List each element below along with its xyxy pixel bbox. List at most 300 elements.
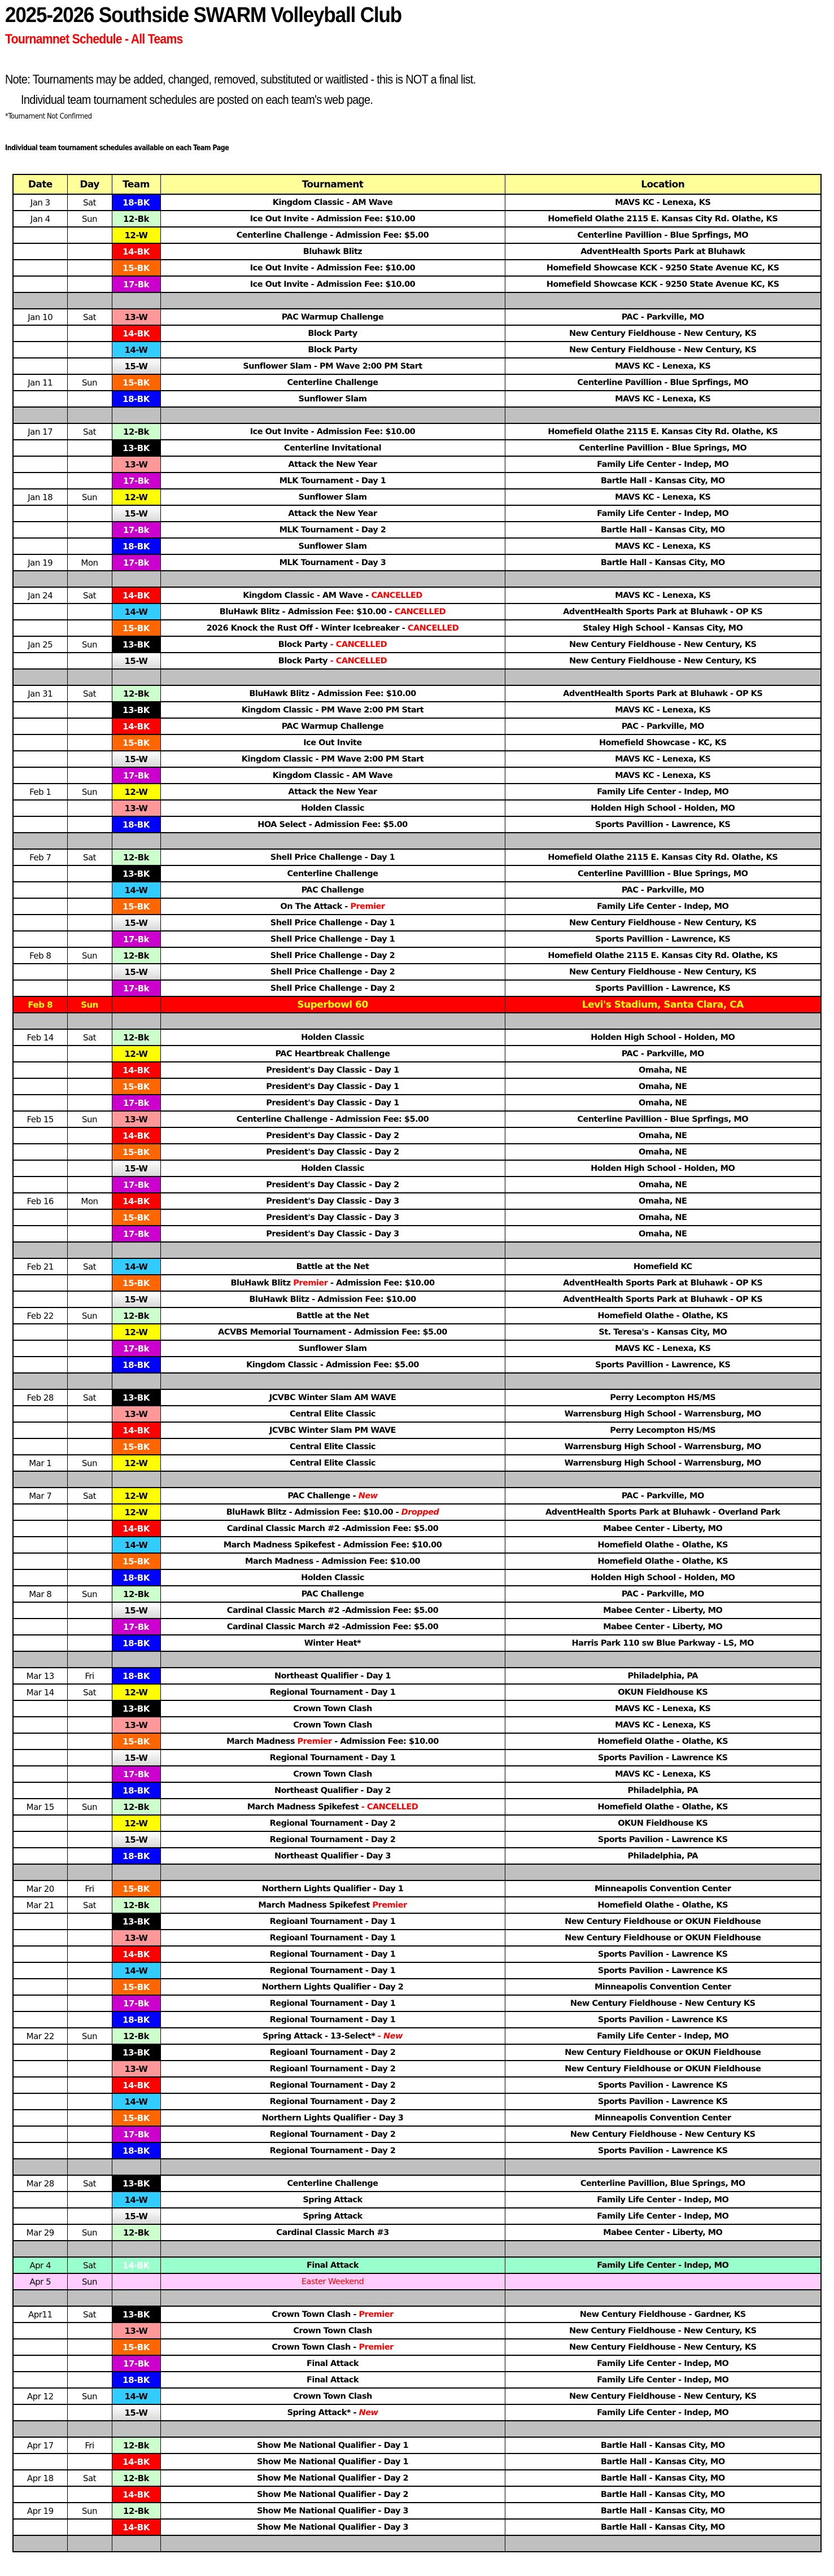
team-badge: 14-BK [112,1127,160,1144]
date-cell: Jan 31 [13,685,67,702]
location-cell: PAC - Parkville, MO [505,1046,821,1062]
day-cell [67,865,112,882]
tournament-name: HOA Select - Admission Fee: $5.00 [257,820,408,829]
table-row [13,243,821,260]
tournament-name: Sunflower Slam [298,541,367,551]
tournament-name: Shell Price Challenge - Day 1 [270,934,395,944]
table-row [13,964,821,980]
week-separator-row [13,2241,821,2257]
location-cell: AdventHealth Sports Park at Bluhawk - OP KS [505,603,821,620]
date-cell [13,1569,67,1586]
separator-cell [112,2421,160,2437]
tournament-cell [160,1700,505,1717]
tournament-cell [160,1193,505,1209]
team-badge: 13-BK [112,636,160,653]
tournament-name: Shell Price Challenge - Day 1 [270,918,395,928]
location-cell: Family Life Center - Indep, MO [505,2372,821,2388]
table-row [13,2044,821,2061]
day-cell [67,1520,112,1537]
location-cell: Omaha, NE [505,1095,821,1111]
separator-cell [67,1651,112,1668]
tournament-cell [160,1520,505,1537]
table-row [13,1880,821,1897]
tournament-cell [160,1619,505,1635]
week-separator-row [13,1373,821,1389]
day-cell [67,342,112,358]
day-cell [67,1275,112,1291]
tournament-name: BluHawk Blitz [230,1278,294,1288]
location-cell: St. Teresa's - Kansas City, MO [505,1324,821,1340]
date-cell [13,1340,67,1357]
separator-cell [160,669,505,685]
day-cell [67,1291,112,1307]
table-row [13,1340,821,1357]
team-badge: 12-Bk [112,211,160,227]
separator-cell [13,407,67,423]
team-badge: 17-Bk [112,767,160,784]
day-cell: Sat [67,1897,112,1913]
date-cell: Apr 17 [13,2437,67,2453]
team-badge: 15-BK [112,1733,160,1750]
team-badge: 14-BK [112,243,160,260]
tournament-name: March Madness Spikefest [247,1802,361,1812]
day-cell: Sat [67,2175,112,2192]
day-cell [67,1438,112,1455]
tournament-cell [160,2028,505,2044]
location-cell: MAVS KC - Lenexa, KS [505,1717,821,1733]
location-cell: Omaha, NE [505,1209,821,1226]
date-cell: Mar 21 [13,1897,67,1913]
team-badge: 15-W [112,505,160,522]
day-cell [67,1733,112,1750]
table-row [13,898,821,915]
date-cell: Mar 8 [13,1586,67,1602]
tournament-cell [160,1046,505,1062]
table-row [13,2224,821,2241]
status-flag: Premier [297,1737,332,1746]
location-cell: Homefield Olathe - Olathe, KS [505,1799,821,1815]
date-cell [13,2061,67,2077]
tournament-name: Centerline Invitational [283,443,382,453]
tournament-name: Kingdom Classic - AM Wave - [243,591,372,600]
tournament-cell [160,2437,505,2453]
table-row [13,2192,821,2208]
week-separator-row [13,1864,821,1880]
tournament-cell [160,603,505,620]
date-cell [13,1177,67,1193]
tournament-cell [160,751,505,767]
day-cell [67,325,112,342]
table-row [13,800,821,816]
tournament-cell [160,2372,505,2388]
location-cell: AdventHealth Sports Park at Bluhawk [505,243,821,260]
team-badge: 17-Bk [112,1095,160,1111]
day-cell [67,1209,112,1226]
tournament-name: Central Elite Classic [289,1442,376,1451]
date-cell [13,1750,67,1766]
tournament-name: 2026 Knock the Rust Off - Winter Icebreaker - [206,623,408,633]
tournament-name: Cardinal Classic March #2 -Admission Fee: $5.00 [226,1524,439,1533]
team-badge: 15-W [112,358,160,374]
tournament-name: Northeast Qualifier - Day 2 [274,1786,391,1795]
location-cell: New Century Fieldhouse - Gardner, KS [505,2306,821,2323]
day-cell: Sat [67,849,112,865]
tournament-cell [160,1455,505,1471]
tournament-cell [160,243,505,260]
separator-cell [505,2241,821,2257]
team-badge: 12-W [112,1815,160,1831]
location-cell: Warrensburg High School - Warrensburg, MO [505,1455,821,1471]
team-badge: 13-W [112,1406,160,1422]
date-cell [13,1127,67,1144]
tournament-name: Shell Price Challenge - Day 2 [270,951,395,960]
tournament-cell [160,1733,505,1750]
tournament-cell [160,1897,505,1913]
date-cell [13,1995,67,2011]
table-row [13,2470,821,2486]
status-flag: - New [375,2031,403,2041]
location-cell: MAVS KC - Lenexa, KS [505,194,821,211]
tournament-name: Crown Town Clash - [272,2342,359,2352]
location-cell: Philadelphia, PA [505,1782,821,1799]
tournament-name: Regional Tournament - Day 2 [269,2146,396,2155]
team-badge: 13-W [112,1717,160,1733]
date-cell [13,2339,67,2355]
location-cell: Homefield Olathe 2115 E. Kansas City Rd. Olathe, KS [505,423,821,440]
tournament-name: PAC Warmup Challenge [281,721,384,731]
date-cell [13,800,67,816]
tournament-name: Regional Tournament - Day 2 [269,2129,396,2139]
date-cell: Apr 4 [13,2257,67,2273]
team-badge: 15-BK [112,1275,160,1291]
day-cell [67,2011,112,2028]
location-cell: MAVS KC - Lenexa, KS [505,702,821,718]
team-badge: 14-BK [112,1062,160,1078]
tournament-cell [160,1880,505,1897]
tournament-cell [160,1586,505,1602]
separator-cell [505,1373,821,1389]
table-row [13,1062,821,1078]
team-badge: 14-W [112,603,160,620]
separator-cell [13,2159,67,2175]
location-cell: New Century Fieldhouse or OKUN Fieldhouse [505,2044,821,2061]
tournament-name: Regioanl Tournament - Day 1 [269,1917,396,1926]
tournament-cell [160,2355,505,2372]
day-cell: Sun [67,2224,112,2241]
table-row [13,2208,821,2224]
separator-cell [112,1864,160,1880]
location-cell: Harris Park 110 sw Blue Parkway - LS, MO [505,1635,821,1651]
tournament-name: Central Elite Classic [289,1458,376,1468]
date-cell: Jan 18 [13,489,67,505]
day-cell [67,1766,112,1782]
location-cell: Omaha, NE [505,1078,821,1095]
day-cell: Sun [67,1586,112,1602]
location-cell: Sports Pavillion - Lawrence, KS [505,816,821,833]
tournament-name: President's Day Classic - Day 2 [266,1131,399,1140]
date-cell [13,1160,67,1177]
day-cell [67,1946,112,1962]
team-badge: 15-BK [112,1553,160,1569]
tournament-name: BluHawk Blitz - Admission Fee: $10.00 - [219,607,395,616]
team-badge: 15-W [112,2208,160,2224]
location-cell: AdventHealth Sports Park at Bluhawk - Overland Park [505,1504,821,1520]
day-cell: Mon [67,554,112,571]
week-separator-row [13,407,821,423]
date-cell [13,538,67,554]
table-row [13,1897,821,1913]
table-row [13,1504,821,1520]
day-cell [67,1930,112,1946]
day-cell: Sat [67,2470,112,2486]
week-separator-row [13,2290,821,2306]
day-cell: Sun [67,1799,112,1815]
team-badge: 12-Bk [112,2028,160,2044]
team-badge: 13-W [112,800,160,816]
tournament-cell [160,2208,505,2224]
date-cell [13,2208,67,2224]
location-cell: Minneapolis Convention Center [505,2110,821,2126]
separator-cell [112,2290,160,2306]
tournament-cell [160,1750,505,1766]
day-cell [67,2519,112,2535]
location-cell: MAVS KC - Lenexa, KS [505,1700,821,1717]
day-cell: Sun [67,1455,112,1471]
location-cell: Mabee Center - Liberty, MO [505,1619,821,1635]
separator-cell [67,2535,112,2552]
tournament-name: Regional Tournament - Day 2 [269,2080,396,2090]
column-header-team: Team [112,174,160,194]
team-badge: 15-W [112,964,160,980]
location-cell: New Century Fieldhouse - New Century KS [505,1995,821,2011]
date-cell: Feb 7 [13,849,67,865]
separator-cell [112,2159,160,2175]
day-cell: Sun [67,2273,112,2290]
team-badge: 18-BK [112,2142,160,2159]
team-badge: 14-BK [112,718,160,734]
week-separator-row [13,2159,821,2175]
tournament-cell [160,538,505,554]
team-badge: 12-Bk [112,2437,160,2453]
day-cell [67,1848,112,1864]
tournament-name: Final Attack [306,2375,359,2385]
table-row [13,1160,821,1177]
date-cell: Mar 1 [13,1455,67,1471]
separator-cell [160,833,505,849]
team-badge: 13-BK [112,440,160,456]
location-cell: MAVS KC - Lenexa, KS [505,538,821,554]
status-flag: New [358,1491,378,1501]
schedule-body [13,194,821,2552]
team-badge: 14-BK [112,2077,160,2093]
team-badge: 15-W [112,653,160,669]
tournament-cell [160,898,505,915]
tournament-cell [160,1324,505,1340]
date-cell: Jan 11 [13,374,67,391]
tournament-cell [160,1782,505,1799]
location-cell: Homefield Showcase KCK - 9250 State Avenue KC, KS [505,276,821,292]
separator-cell [505,833,821,849]
day-cell: Sun [67,2503,112,2519]
team-badge: 14-BK [112,587,160,603]
team-badge: 17-Bk [112,1340,160,1357]
day-cell: Sat [67,1488,112,1504]
tournament-name: JCVBC Winter Slam AM WAVE [269,1393,396,1402]
location-cell: Minneapolis Convention Center [505,1880,821,1897]
tournament-cell [160,1488,505,1504]
separator-cell [160,1242,505,1258]
date-cell: Mar 14 [13,1684,67,1700]
team-badge: 15-BK [112,1144,160,1160]
separator-cell [160,1373,505,1389]
status-flag: Dropped [401,1507,439,1517]
status-flag: - CANCELLED [328,640,387,649]
day-cell: Sat [67,1684,112,1700]
table-row [13,1520,821,1537]
table-row [13,2404,821,2421]
separator-cell [505,2290,821,2306]
table-row [13,1258,821,1275]
tournament-name: President's Day Classic - Day 3 [266,1213,399,1222]
separator-cell [505,1864,821,1880]
date-cell: Mar 15 [13,1799,67,1815]
location-cell: Sports Pavilion - Lawrence KS [505,2077,821,2093]
location-cell: Sports Pavilion - Lawrence KS [505,1750,821,1766]
team-badge: 14-W [112,1962,160,1979]
location-cell: Holden High School - Holden, MO [505,800,821,816]
tournament-name: Sunflower Slam [298,394,367,404]
table-row [13,1307,821,1324]
tournament-cell [160,1275,505,1291]
location-cell: Homefield KC [505,1258,821,1275]
date-cell [13,1782,67,1799]
day-cell [67,980,112,996]
date-cell [13,702,67,718]
team-badge: 15-BK [112,2339,160,2355]
team-badge [112,996,160,1013]
day-cell [67,440,112,456]
date-cell [13,1422,67,1438]
table-row [13,1455,821,1471]
date-cell [13,653,67,669]
table-row [13,2372,821,2388]
tournament-schedule-table [12,174,822,2552]
date-cell: Jan 24 [13,587,67,603]
table-row [13,620,821,636]
separator-cell [13,1471,67,1488]
tournament-name: President's Day Classic - Day 1 [266,1065,399,1075]
day-cell [67,1226,112,1242]
week-separator-row [13,833,821,849]
team-badge: 15-BK [112,1209,160,1226]
team-badge: 12-W [112,784,160,800]
team-badge: 12-W [112,1455,160,1471]
day-cell [67,1831,112,1848]
day-cell [67,1062,112,1078]
tournament-name: Kingdom Classic - PM Wave 2:00 PM Start [241,705,424,715]
tournament-name: PAC Challenge - [287,1491,359,1501]
day-cell [67,2486,112,2503]
location-cell: New Century Fieldhouse - New Century, KS [505,636,821,653]
day-cell: Sun [67,1111,112,1127]
table-row [13,2142,821,2159]
tournament-cell [160,1717,505,1733]
date-cell [13,325,67,342]
tournament-cell [160,2192,505,2208]
table-row [13,1488,821,1504]
tournament-cell [160,211,505,227]
team-badge: 13-W [112,2323,160,2339]
date-cell [13,1962,67,1979]
tournament-name: March Madness [226,1737,298,1746]
tournament-name: Block Party [308,345,357,355]
status-flag: New [359,2408,378,2417]
team-pages-note: Individual team tournament schedules available on each Team Page [5,144,229,152]
separator-cell [13,292,67,309]
table-row [13,1848,821,1864]
separator-cell [67,1373,112,1389]
separator-cell [13,1651,67,1668]
tournament-cell [160,1684,505,1700]
location-cell: MAVS KC - Lenexa, KS [505,391,821,407]
date-cell: Mar 7 [13,1488,67,1504]
table-row [13,685,821,702]
table-row [13,227,821,243]
table-row [13,1177,821,1193]
team-badge: 13-BK [112,2044,160,2061]
tournament-cell [160,1848,505,1864]
tournament-name: Spring Attack - 13-Select* [263,2031,375,2041]
tournament-name: President's Day Classic - Day 3 [266,1229,399,1239]
tournament-cell [160,423,505,440]
day-cell: Sun [67,784,112,800]
day-cell [67,391,112,407]
table-row [13,1291,821,1307]
day-cell [67,358,112,374]
tournament-name: Winter Heat* [304,1638,361,1648]
tournament-name-suffix: - Admission Fee: $10.00 [328,1278,435,1288]
separator-cell [13,2421,67,2437]
date-cell [13,358,67,374]
location-cell: Sports Pavilion - Lawrence KS [505,1831,821,1848]
separator-cell [67,407,112,423]
team-badge: 17-Bk [112,1226,160,1242]
location-cell: PAC - Parkville, MO [505,309,821,325]
tournament-cell [160,1062,505,1078]
table-row [13,587,821,603]
date-cell [13,1831,67,1848]
table-row [13,2306,821,2323]
team-badge: 18-BK [112,1635,160,1651]
day-cell: Sun [67,636,112,653]
tournament-name: Northeast Qualifier - Day 1 [274,1671,391,1681]
week-separator-row [13,292,821,309]
separator-cell [112,571,160,587]
date-cell: Apr 12 [13,2388,67,2404]
day-cell [67,1995,112,2011]
separator-cell [160,571,505,587]
tournament-cell [160,620,505,636]
date-cell [13,898,67,915]
day-cell [67,243,112,260]
tournament-name: Cardinal Classic March #3 [276,2228,389,2237]
disclaimer-note-continued: Individual team tournament schedules are posted on each team's web page. [21,93,373,107]
tournament-cell [160,1209,505,1226]
tournament-cell [160,636,505,653]
date-cell: Jan 10 [13,309,67,325]
tournament-cell [160,1307,505,1324]
tournament-cell [160,2110,505,2126]
